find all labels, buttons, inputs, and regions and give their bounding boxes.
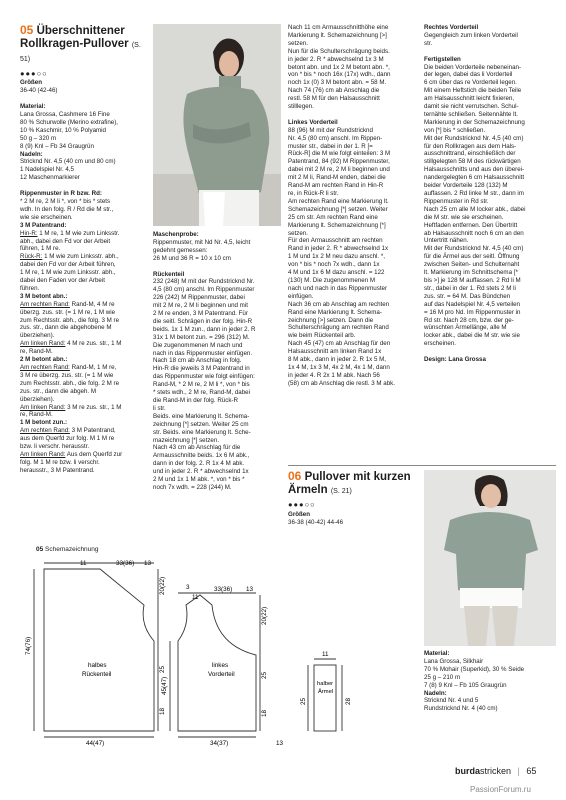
schema-back-right-b: 25 bbox=[159, 665, 166, 673]
text-line: Rippenmuster in Rd str. bbox=[424, 197, 489, 205]
text-line: für den Rollkragen aus dem Hals- bbox=[424, 142, 517, 150]
pattern-05-number: 05 bbox=[20, 23, 34, 37]
text-line: zus. str., dann die abgeh. M bbox=[20, 387, 97, 395]
edge-label: Am rechten Rand: bbox=[20, 300, 70, 308]
text-line: Hin-R: 1 M re, 1 M wie zum Linksstr. bbox=[20, 229, 120, 237]
text-line: 50 g – 320 m bbox=[20, 134, 57, 142]
material-list bbox=[20, 111, 152, 151]
difficulty-rating: ●●●○○ bbox=[20, 68, 48, 78]
text-line: Rand-M am rechten Rand in Hin-R bbox=[288, 182, 384, 190]
text-line: 1 M und 1x 2 M neu dazu anschl. *, bbox=[288, 253, 385, 261]
text-line: ternähte schließen. Seitennähte lt. bbox=[424, 110, 518, 118]
text-line: Nach 25 cm alle M locker abk., dabei bbox=[424, 205, 526, 213]
text-line: lt. Markierung im Schnittschema [* bbox=[424, 269, 518, 277]
rib-text bbox=[20, 198, 152, 222]
dec3-right bbox=[20, 301, 152, 341]
pattern-06-title: 06 Pullover mit kurzen Ärmeln (S. 21) bbox=[288, 469, 411, 496]
text-line: Beids. eine Markierung lt. Schema- bbox=[153, 412, 250, 420]
turtleneck-photo-illustration bbox=[153, 24, 281, 226]
text-line: Nach 11 cm Armausschnitthöhe eine bbox=[288, 24, 389, 31]
text-line: 6 cm über das re Vorderteil legen. bbox=[424, 79, 517, 87]
text-line: führen, 1 M re. bbox=[20, 245, 61, 253]
schema-front-label1: linkes bbox=[212, 662, 229, 669]
needles-heading-06: Nadeln: bbox=[424, 689, 447, 697]
schema-back-label2: Rückenteil bbox=[82, 671, 112, 678]
text-line: stillgelegten 58 M des rückwärtigen bbox=[424, 158, 521, 166]
text-line: restl. 58 M für den Halsausschnitt bbox=[288, 95, 380, 103]
pattern-06-material bbox=[424, 650, 556, 713]
text-line: noch 7x wdh. = 228 (244) M. bbox=[153, 483, 232, 491]
text-line: von * bis * noch 7x wdh., dann 1x bbox=[288, 261, 380, 269]
text-line: zeichnung [*] setzen. Weiter 25 cm bbox=[153, 420, 249, 428]
right-front-heading: Rechtes Vorderteil bbox=[424, 24, 479, 31]
model-photo-short-sleeve bbox=[424, 470, 556, 646]
text-line: Markierung in der Schemazeichnung bbox=[424, 118, 525, 126]
text-line: 25 g – 210 m bbox=[424, 673, 461, 681]
schematic-drawing bbox=[20, 555, 420, 750]
text-line: dann in der folg. 2. R 1x 4 M abk. bbox=[153, 460, 245, 468]
text-line: 226 (242) M Rippenmuster, dabei bbox=[153, 294, 245, 302]
text-line: 88 (96) M mit der Rundstricknd bbox=[288, 126, 373, 134]
edge-label: Am rechten Rand: bbox=[20, 364, 70, 371]
text-line: Mit einem Heftstich die beiden Teile bbox=[424, 87, 522, 95]
text-line: bzw. li verschr. herausstr. bbox=[20, 443, 90, 451]
text-line: Schulterschrägung am rechten Rand bbox=[288, 324, 389, 332]
text-line: zum Rechtsstr. abh., die folg. 2 M re bbox=[20, 379, 120, 387]
dec2-right bbox=[20, 364, 152, 404]
dec2-left bbox=[20, 404, 152, 420]
schema-sleeve-label1: halber bbox=[317, 681, 334, 687]
text-line: beider Vorderteile 128 (132) M bbox=[424, 182, 508, 190]
text-line: erscheinen. bbox=[424, 340, 456, 348]
text-line: Rand eine Markierung lt. Schema- bbox=[288, 308, 382, 316]
column-3 bbox=[288, 24, 420, 388]
back-text bbox=[153, 278, 283, 491]
text-line: muster str., dabei in der 1. R [= bbox=[288, 142, 373, 150]
sizes-heading-06: Größen bbox=[288, 510, 311, 518]
schema-sleeve-label2: Ärmel bbox=[318, 689, 334, 695]
text-line: Rippenmuster, mit Nd Nr. 4,5, leicht bbox=[153, 238, 251, 246]
text-line: überziehen). bbox=[20, 395, 55, 403]
text-line: li str. bbox=[153, 404, 166, 412]
text-line: str. Beids. eine Markierung lt. Sche- bbox=[153, 428, 251, 436]
text-line: (58) cm ab Anschlag die restl. 3 M abk. bbox=[288, 379, 395, 387]
text-line: Rand-M, * 2 M re, 2 M li *, von * bis bbox=[153, 381, 250, 389]
text-line: der legen, dabei das li Vorderteil bbox=[424, 71, 513, 79]
material-heading: Material: bbox=[20, 103, 46, 111]
text-line: auffassen. 2 Rd linke M str., dann im bbox=[424, 190, 524, 198]
text-line: Nach 74 (76) cm ab Anschlag die bbox=[288, 87, 380, 95]
watermark: PassionForum.ru bbox=[470, 785, 531, 794]
text-line: Am rechten Rand: Rand-M, 1 M re, bbox=[20, 364, 117, 371]
text-line: 2 M und 1x 1 M abk. *, von * bis * bbox=[153, 476, 245, 484]
model-photo-turtleneck bbox=[153, 24, 281, 226]
left-front-heading: Linkes Vorderteil bbox=[288, 118, 338, 126]
short-sleeve-photo-illustration bbox=[424, 470, 556, 646]
text-line: Rück-R] die M wie folgt einteilen: 3 M bbox=[288, 150, 391, 158]
text-line: 4,5 (80 cm) anschl. Im Rippenmuster bbox=[153, 286, 255, 294]
edge-label: Am rechten Rand: bbox=[20, 427, 70, 435]
text-line: Rd str. Nach 28 cm, bzw. der ge- bbox=[424, 316, 514, 324]
schema-sleeve-right: 28 bbox=[345, 697, 352, 705]
text-line: von * bis * noch 16x (17x) wdh., dann bbox=[288, 71, 391, 79]
text-line: die Rand-M in der folg. Rück-R bbox=[153, 397, 238, 405]
text-line: von [*] bis * schließen. bbox=[424, 126, 486, 134]
text-line: die seitl. Schrägen in der folg. Hin-R bbox=[153, 317, 253, 325]
text-line: dabei den Faden vor der Arbeit bbox=[20, 277, 105, 285]
needles-list bbox=[20, 158, 152, 182]
text-line: (130) M. Die zugenommenen M bbox=[288, 276, 376, 284]
text-line: 26 M und 36 R = 10 x 10 cm bbox=[153, 254, 231, 262]
text-line: zum Rechtsstr. abh., die folg. 3 M re bbox=[20, 316, 120, 324]
text-line: Am rechten Rand: Rand-M, 4 M re bbox=[20, 300, 115, 308]
edge-label: Rück-R: bbox=[20, 253, 43, 261]
text-line: Am rechten Rand eine Markierung lt. bbox=[288, 197, 389, 205]
text-line: = 16 M pro Nd. Im Rippenmuster in bbox=[424, 308, 521, 316]
text-line: auf das Nadelspiel Nr. 4,5 verteilen bbox=[424, 300, 520, 308]
text-line: Markierung lt. Schemazeichnung [*] bbox=[288, 221, 386, 229]
sizes-value: 36-40 (42-46) bbox=[20, 87, 58, 95]
schema-sleeve-left: 25 bbox=[300, 697, 307, 705]
text-line: Rand in jeder 2. R * abwechselnd 1x bbox=[288, 245, 389, 253]
sizes-heading: Größen bbox=[20, 79, 43, 87]
text-line: wdh. In den folg. R / Rd die M str., bbox=[20, 205, 114, 213]
text-line: re, in Rück-R li str. bbox=[288, 190, 339, 198]
text-line: Halsausschnitt am linken Rand 1x bbox=[288, 348, 382, 356]
text-line: überziehen). bbox=[20, 332, 55, 340]
schema-front-top-left: 3 bbox=[186, 584, 190, 591]
text-line: Nach 36 cm ab Anschlag am rechten bbox=[288, 300, 390, 308]
schema-back-top-left: 11 bbox=[80, 560, 87, 567]
text-line: Am linken Rand: 3 M re zus. str., 1 M bbox=[20, 403, 122, 411]
back-heading: Rückenteil bbox=[153, 270, 185, 278]
text-line: am Halsausschnitt leicht fixieren, bbox=[424, 95, 515, 103]
text-line: Schemazeichnung [*] setzen. Weiter bbox=[288, 205, 388, 213]
text-line: führen. bbox=[20, 284, 40, 292]
text-line: str. bbox=[424, 39, 433, 47]
text-line: nandergelegten 6 cm Halsausschnitt bbox=[424, 174, 525, 182]
text-line: Die zugenommenen M nach und bbox=[153, 341, 243, 349]
text-line: aus dem Querfd zur folg. M 1 M re bbox=[20, 435, 115, 443]
edge-label: Hin-R: bbox=[20, 229, 38, 237]
schema-back-label1: halbes bbox=[88, 662, 107, 669]
rueck-text bbox=[20, 253, 152, 293]
text-line: Rück-R: 1 M wie zum Linksstr. abh., bbox=[20, 253, 119, 261]
text-line: * stets wdh., 2 M re, Rand-M, dabei bbox=[153, 389, 250, 397]
text-line: Am linken Rand: 4 M re zus. str., 1 M bbox=[20, 340, 122, 348]
text-line: 8 M abk., dann in jeder 2. R 1x 5 M, bbox=[288, 356, 387, 364]
text-line: 2 M re enden, 3 M Patentrand. Für bbox=[153, 310, 248, 318]
pattern-06-block bbox=[288, 470, 418, 527]
text-line: betont abn. und 1x 2 M betont abn. *, bbox=[288, 63, 390, 71]
edge-label: Am linken Rand: bbox=[20, 450, 66, 458]
footer-brand: burdastricken | 65 bbox=[455, 766, 537, 776]
edge-label: Am linken Rand: bbox=[20, 340, 66, 348]
text-line: * 2 M re, 2 M li *, von * bis * stets bbox=[20, 197, 111, 205]
dec2-heading: 2 M betont abn.: bbox=[20, 356, 68, 364]
hin-text bbox=[20, 230, 152, 254]
text-line: mit 2 M li, Rand-M enden, dabei die bbox=[288, 174, 386, 182]
text-line: in jeder 2. R * abwechselnd 1x 3 M bbox=[288, 55, 384, 63]
text-line: setzen. bbox=[288, 229, 308, 237]
schema-front-right-a: 20(22) bbox=[261, 606, 268, 625]
schematic-title: 05 Schemazeichnung bbox=[36, 546, 99, 553]
text-line: 8 (9) Knl – Fb 34 Graugrün bbox=[20, 142, 94, 150]
text-line: noch 1x (0) 3 M betont abn. = 58 M. bbox=[288, 79, 387, 87]
material-heading-06: Material: bbox=[424, 650, 450, 657]
text-line: Patentrand, 84 (92) M Rippenmuster, bbox=[288, 158, 390, 166]
text-line: abh., dabei den Fd vor der Arbeit bbox=[20, 237, 111, 245]
rib-heading: Rippenmuster in R bzw. Rd: bbox=[20, 190, 102, 198]
pattern-05-title: 05 Überschnittener Rollkragen-Pullover (S. 51) bbox=[20, 23, 141, 63]
schema-front-top-left2: 11 bbox=[192, 594, 199, 601]
text-line: Lana Grossa, Silkhair bbox=[424, 657, 484, 665]
text-line: mazeichnung [*] setzen. bbox=[153, 436, 220, 444]
text-line: Heftfaden entfernen. Den Übertritt bbox=[424, 221, 518, 229]
text-line: wünschten Ärmellänge, alle M bbox=[424, 324, 507, 332]
text-line: ab Halsausschnitt noch 6 cm an den bbox=[424, 229, 524, 237]
text-line: gedehnt gemessen: bbox=[153, 246, 208, 254]
text-line: das Rippenmuster wie folgt einfügen: bbox=[153, 373, 255, 381]
text-line: einfügen. bbox=[288, 292, 314, 300]
text-line: Hin-R die jeweils 3 M Patentrand in bbox=[153, 365, 250, 373]
text-line: Für den Armausschnitt am rechten bbox=[288, 237, 383, 245]
text-line: locker abk., dabei die M str. wie sie bbox=[424, 332, 520, 340]
text-line: Untertritt nähen. bbox=[424, 237, 469, 245]
text-line: 1 Nadelspiel Nr. 4,5 bbox=[20, 166, 74, 174]
schema-back-top-mid: 33(36) bbox=[116, 560, 135, 567]
inc-left bbox=[20, 451, 152, 475]
text-line: Gegengleich zum linken Vorderteil bbox=[424, 31, 518, 39]
material-list-06 bbox=[424, 658, 556, 690]
text-line: nach in das Rippenmuster einfügen. bbox=[153, 349, 253, 357]
text-line: Rundstricknd Nr. 4 (40 cm) bbox=[424, 705, 498, 713]
text-line: dabei mit 2 M re, 2 M li beginnen und bbox=[288, 166, 390, 174]
left-front-text bbox=[288, 127, 420, 388]
text-line: 4 M und 1x 6 M dazu anschl. = 122 bbox=[288, 269, 385, 277]
schema-front-left-total: 45(47) bbox=[161, 676, 168, 695]
text-line: damit sie nicht verrutschen. Schul- bbox=[424, 103, 519, 111]
schema-front-right-c: 18 bbox=[261, 709, 268, 717]
text-line: überzg. zus. str. (= 1 M re, 1 M wie bbox=[20, 308, 116, 316]
page-number: 65 bbox=[526, 766, 537, 776]
text-line: Lana Grossa, Cashmere 16 Fine bbox=[20, 111, 110, 119]
text-line: re, Rand-M. bbox=[20, 411, 53, 419]
text-line: 232 (248) M mit der Rundstricknd Nr. bbox=[153, 278, 255, 286]
schema-front-label2: Vorderteil bbox=[208, 671, 235, 678]
schema-front-top-right: 13 bbox=[246, 586, 254, 593]
gauge-heading: Maschenprobe: bbox=[153, 231, 199, 238]
text-line: die M str. wie sie erscheinen. bbox=[424, 213, 504, 221]
text-line: Mit der Rundstricknd Nr. 4,5 (40 cm) bbox=[424, 134, 524, 142]
text-line: re, Rand-M. bbox=[20, 348, 53, 356]
text-line: in jeder 4. R 2x 1 M abk. Nach 56 bbox=[288, 371, 380, 379]
text-line: zus. str., dann die abgehobene M bbox=[20, 324, 112, 332]
text-line: Stricknd Nr. 4 und 5 bbox=[424, 697, 479, 705]
design-credit: Design: Lana Grossa bbox=[424, 356, 486, 364]
dec3-left bbox=[20, 340, 152, 356]
pattern-06-number: 06 bbox=[288, 469, 302, 483]
schema-back-right-c: 18 bbox=[159, 707, 166, 715]
needles-heading: Nadeln: bbox=[20, 150, 43, 158]
text-line: 1 M re, 1 M wie zum Linksstr. abh., bbox=[20, 269, 116, 277]
gauge-text bbox=[153, 239, 283, 263]
text-line: 7 (8) 9 Knl – Fb 105 Graugrün bbox=[424, 681, 507, 689]
text-line: zeichnung [>] setzen. Dann die bbox=[288, 316, 374, 324]
dec3-heading: 3 M betont abn.: bbox=[20, 292, 68, 300]
text-line: bis >] je 128 M auffassen. 2 Rd li M bbox=[424, 276, 521, 284]
text-line: mit 2 M re, 2 M li beginnen und mit bbox=[153, 302, 248, 310]
needles-list-06 bbox=[424, 697, 556, 713]
schema-back-bottom: 44(47) bbox=[86, 740, 105, 747]
text-line: Mit der Rundstricknd Nr. 4,5 (40 cm) bbox=[424, 245, 524, 253]
text-line: Nach 45 (47) cm ab Anschlag für den bbox=[288, 340, 391, 348]
section-divider bbox=[288, 465, 556, 466]
schema-front-bottom-right: 13 bbox=[276, 740, 284, 747]
text-line: folg. M 1 M re bzw. li verschr. bbox=[20, 458, 100, 466]
text-line: Armausschnitte beids. 1x 6 M abk., bbox=[153, 452, 250, 460]
text-line: 25 cm str. Am rechten Rand eine bbox=[288, 213, 378, 221]
inc-right bbox=[20, 427, 152, 451]
text-line: 12 Maschenmarkierer bbox=[20, 174, 80, 182]
text-line: nach und nach in das Rippenmuster bbox=[288, 284, 388, 292]
text-line: 1x 4 M, 1x 3 M, 4x 2 M, 4x 1 M, dann bbox=[288, 363, 390, 371]
text-line: dabei den Fd vor der Arbeit führen, bbox=[20, 261, 116, 269]
edge-label: Am linken Rand: bbox=[20, 403, 66, 411]
schema-back-right-a: 20(22) bbox=[159, 576, 166, 595]
text-line: Die beiden Vorderteile nebeneinan- bbox=[424, 63, 522, 71]
inc-heading: 1 M betont zun.: bbox=[20, 419, 68, 427]
column-4 bbox=[424, 24, 556, 364]
text-line: Am rechten Rand: 3 M Patentrand, bbox=[20, 427, 116, 435]
text-line: Nach 43 cm ab Anschlag für die bbox=[153, 444, 241, 452]
column-1 bbox=[20, 24, 152, 475]
text-line: 31x 1 M betont zun. = 296 (312) M. bbox=[153, 333, 250, 341]
finish-heading: Fertigstellen bbox=[424, 55, 461, 63]
difficulty-rating-06: ●●●○○ bbox=[288, 500, 316, 509]
schema-back-left-total: 74(76) bbox=[25, 636, 32, 655]
text-line: zus. str. = 64 M. Das Bündchen bbox=[424, 292, 511, 300]
text-line: beids. 1x 1 M zun., dann in jeder 2. R bbox=[153, 325, 256, 333]
text-line: wie sie erscheinen. bbox=[20, 213, 73, 221]
text-line: setzen. bbox=[288, 39, 308, 47]
schema-front-top-mid: 33(36) bbox=[214, 586, 233, 593]
patent-heading: 3 M Patentrand: bbox=[20, 221, 67, 229]
text-line: wie beim Rückenteil arb. bbox=[288, 332, 356, 340]
text-line: 10 % Kaschmir, 10 % Polyamid bbox=[20, 126, 106, 134]
text-line: Am linken Rand: Aus dem Querfd zur bbox=[20, 450, 123, 458]
text-line: Nr. 4,5 (80 cm) anschl. Im Rippen- bbox=[288, 134, 383, 142]
text-line: Nun für die Schulterschrägung beids. bbox=[288, 47, 390, 55]
text-line: stilllegen. bbox=[288, 103, 314, 111]
column-2 bbox=[153, 231, 283, 492]
text-line: herausstr., 3 M Patentrand. bbox=[20, 466, 95, 474]
text-line: Markierung lt. Schemazeichnung [>] bbox=[288, 31, 387, 39]
text-line: ausschnittrand, einschließlich der bbox=[424, 150, 516, 158]
finish-text bbox=[424, 64, 556, 349]
text-line: für die Ärmel aus der seitl. Öffnung bbox=[424, 253, 520, 261]
text-line: Nach 18 cm ab Anschlag in folg. bbox=[153, 357, 242, 365]
text-line: Stricknd Nr. 4,5 (40 cm und 80 cm) bbox=[20, 158, 116, 166]
schema-back-top-right: 13 bbox=[144, 560, 152, 567]
text-line: 80 % Schurwolle (Merino extrafine), bbox=[20, 118, 119, 126]
text-line: und in jeder 2. R * abwechselnd 1x bbox=[153, 468, 249, 476]
text-line: zwischen Seiten- und Schulternaht bbox=[424, 261, 520, 269]
schema-front-bottom: 34(37) bbox=[210, 740, 229, 747]
text-line: Halsausschnitts und aus den überei- bbox=[424, 166, 525, 174]
text-line: 3 M re überzg. zus. str. (= 1 M wie bbox=[20, 371, 114, 379]
sizes-value-06: 36-38 (40-42) 44-46 bbox=[288, 518, 344, 526]
text-line: str., dabei in der 1. Rd stets 2 M li bbox=[424, 284, 516, 292]
right-front-text bbox=[424, 32, 556, 48]
schema-sleeve-top: 11 bbox=[322, 651, 329, 658]
text-line: 70 % Mohair (Superkid), 30 % Seide bbox=[424, 665, 525, 673]
col3-text bbox=[288, 24, 420, 111]
schema-front-right-b: 25 bbox=[261, 671, 268, 679]
